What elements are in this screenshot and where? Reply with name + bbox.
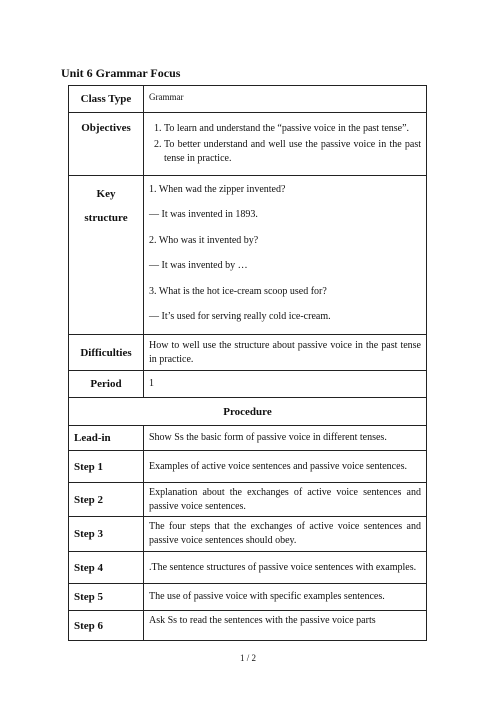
key-structure-label-line2: structure (84, 212, 128, 224)
objectives-row (69, 113, 427, 176)
step-row (69, 517, 427, 552)
key-structure-line: 2. Who was it invented by? (149, 234, 259, 246)
step-row (69, 584, 427, 611)
step-row (69, 552, 427, 584)
step-label: Step 3 (69, 517, 144, 552)
key-structure-row (69, 176, 427, 335)
step-text: The use of passive voice with specific examples sentences. (144, 584, 427, 611)
step-label: Step 1 (69, 451, 144, 483)
step-label: Step 4 (69, 552, 144, 584)
step-text: Examples of active voice sentences and passive voice sentences. (144, 451, 427, 483)
step-row (69, 611, 427, 641)
key-structure-line: — It’s used for serving really cold ice-cream. (149, 311, 331, 323)
step-row (69, 483, 427, 517)
period-label: Period (69, 371, 144, 398)
class-type-value: Grammar (144, 86, 427, 113)
step-row (69, 451, 427, 483)
lesson-plan-table (68, 85, 427, 641)
step-text: .The sentence structures of passive voice sentences with examples. (144, 552, 427, 584)
objectives-value (144, 113, 427, 176)
step-label: Lead-in (69, 426, 144, 451)
objective-item: 2. To better understand and well use the passive voice in the past tense in practice. (164, 138, 421, 166)
step-row (69, 426, 427, 451)
class-type-label: Class Type (69, 86, 144, 113)
document-title: Unit 6 Grammar Focus (61, 66, 181, 80)
step-text: The four steps that the exchanges of active voice sentences and passive voice sentences should obey. (144, 517, 427, 552)
difficulties-value: How to well use the structure about passive voice in the past tense in practice. (144, 335, 427, 371)
key-structure-line: — It was invented in 1893. (149, 209, 258, 221)
step-text: Ask Ss to read the sentences with the passive voice parts (144, 611, 427, 641)
key-structure-label (69, 176, 144, 335)
objective-item: 1. To learn and understand the “passive voice in the past tense”. (164, 122, 421, 136)
step-label: Step 5 (69, 584, 144, 611)
class-type-row (69, 86, 427, 113)
difficulties-label: Difficulties (69, 335, 144, 371)
period-value: 1 (144, 371, 427, 398)
step-text: Show Ss the basic form of passive voice in different tenses. (144, 426, 427, 451)
difficulties-row (69, 335, 427, 371)
page-number: 1 / 2 (239, 653, 256, 663)
period-row (69, 371, 427, 398)
procedure-heading: Procedure (69, 398, 427, 426)
key-structure-label-line1: Key (96, 188, 116, 200)
objectives-list (149, 122, 421, 166)
key-structure-line: 1. When wad the zipper invented? (149, 184, 286, 195)
key-structure-value (144, 176, 427, 335)
step-label: Step 6 (69, 611, 144, 641)
key-structure-line: 3. What is the hot ice-cream scoop used for? (149, 285, 327, 297)
step-label: Step 2 (69, 483, 144, 517)
step-text: Explanation about the exchanges of active voice sentences and passive voice sentences. (144, 483, 427, 517)
key-structure-line: — It was invented by … (149, 260, 248, 272)
procedure-heading-row (69, 398, 427, 426)
objectives-label: Objectives (69, 113, 144, 176)
